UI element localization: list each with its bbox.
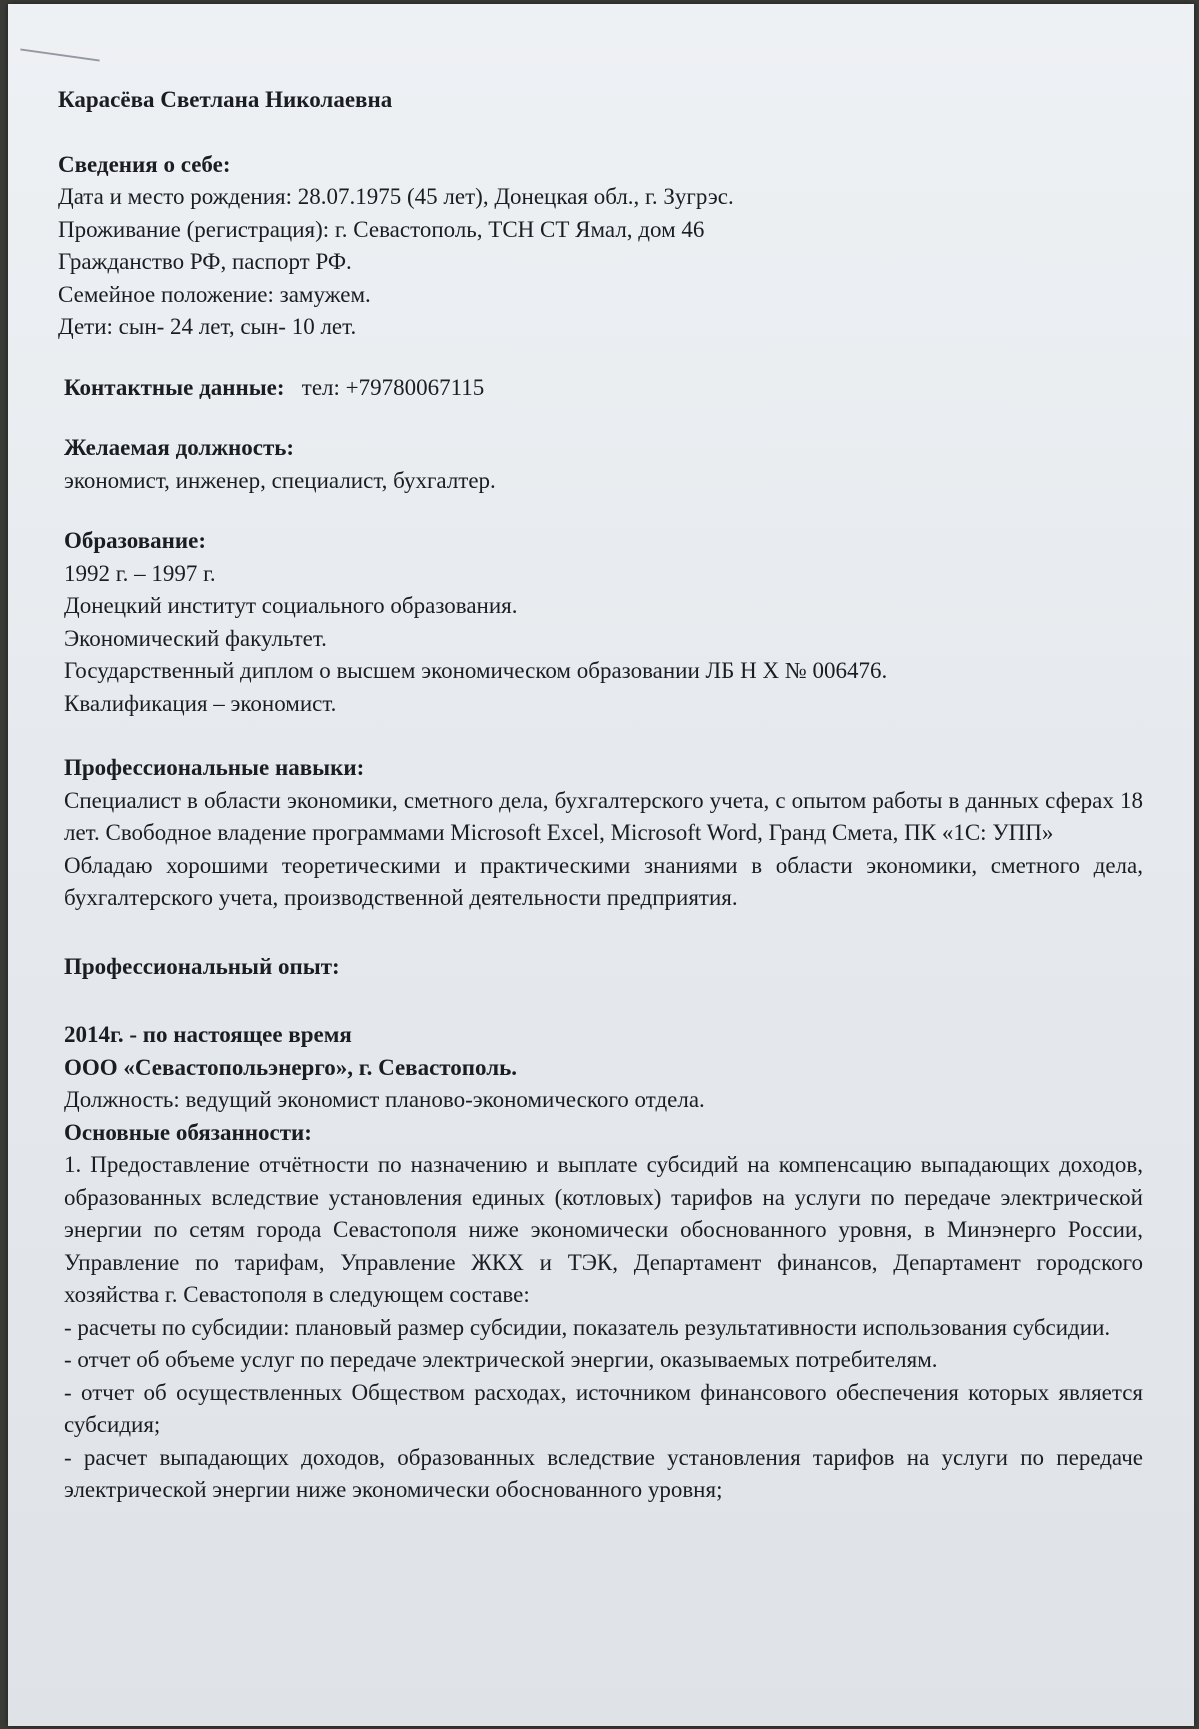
children-info: Дети: сын- 24 лет, сын- 10 лет. — [58, 314, 357, 339]
experience-period: 2014г. - по настоящее время — [64, 1022, 352, 1047]
document-page — [8, 4, 1194, 1726]
education-line: Донецкий институт социального образования. — [64, 593, 518, 618]
education-line: 1992 г. – 1997 г. — [64, 560, 216, 586]
duty-item: - отчет об объеме услуг по передаче электрической энергии, оказываемых потребителям. — [64, 1347, 938, 1372]
education-line: Квалификация – экономист. — [64, 690, 337, 716]
skills-heading: Профессиональные навыки: — [64, 755, 365, 780]
resume-body — [58, 84, 1143, 1507]
experience-company: ООО «Севастопольэнерго», г. Севастополь. — [64, 1054, 518, 1080]
duty-item: 1. Предоставление отчётности по назначению и выплате субсидий на компенсацию выпадающих доходов, образованных вследствие установления единых (котловых) тарифов на услуги по передаче электрической энергии по сетям города Севастополя ниже экономически обоснованного уровня, в Минэнерго России, Управление по тарифам, Управление ЖКХ и ТЭК, Департамент финансов, Департамент городского хозяйства г. Севастополя в следующем составе: — [64, 1152, 1143, 1307]
contacts-line — [58, 372, 1143, 405]
duty-item: - расчеты по субсидии: плановый размер субсидии, показатель результативности использования субсидии. — [64, 1314, 1111, 1340]
education-line: Государственный диплом о высшем экономическом образовании ЛБ Н Х № 006476. — [64, 658, 888, 683]
birth-info: Дата и место рождения: 28.07.1975 (45 лет), Донецкая обл., г. Зугрэс. — [58, 184, 734, 209]
citizenship-info: Гражданство РФ, паспорт РФ. — [58, 249, 352, 274]
full-name: Карасёва Светлана Николаевна — [58, 87, 393, 112]
education-line: Экономический факультет. — [64, 625, 327, 651]
desired-positions: экономист, инженер, специалист, бухгалтер. — [64, 467, 496, 493]
skills-paragraph: Специалист в области экономики, сметного дела, бухгалтерского учета, с опытом работы в данных сферах 18 лет. Свободное владение программами Microsoft Excel, Microsoft Word, Гранд Смета, ПК «1С: УПП» — [64, 787, 1143, 845]
pen-mark — [20, 48, 99, 61]
marital-info: Семейное положение: замужем. — [58, 281, 371, 307]
contacts-heading: Контактные данные: — [64, 374, 285, 400]
contacts-phone: тел: +79780067115 — [301, 374, 485, 400]
residence-info: Проживание (регистрация): г. Севастополь, ТСН СТ Ямал, дом 46 — [58, 216, 705, 242]
experience-heading: Профессиональный опыт: — [64, 953, 340, 979]
skills-paragraph: Обладаю хорошими теоретическими и практическими знаниями в области экономики, сметного дела, бухгалтерского учета, производственной деятельности предприятия. — [64, 852, 1143, 910]
desired-heading: Желаемая должность: — [64, 435, 295, 460]
duties-heading: Основные обязанности: — [64, 1119, 312, 1145]
education-heading: Образование: — [64, 528, 207, 553]
duty-item: - расчет выпадающих доходов, образованных вследствие установления тарифов на услуги по передаче электрической энергии ниже экономически обоснованного уровня; — [64, 1444, 1143, 1502]
about-heading: Сведения о себе: — [58, 151, 231, 177]
experience-position: Должность: ведущий экономист планово-экономического отдела. — [64, 1087, 705, 1112]
duty-item: - отчет об осуществленных Обществом расходах, источником финансового обеспечения которых является субсидия; — [64, 1379, 1143, 1437]
